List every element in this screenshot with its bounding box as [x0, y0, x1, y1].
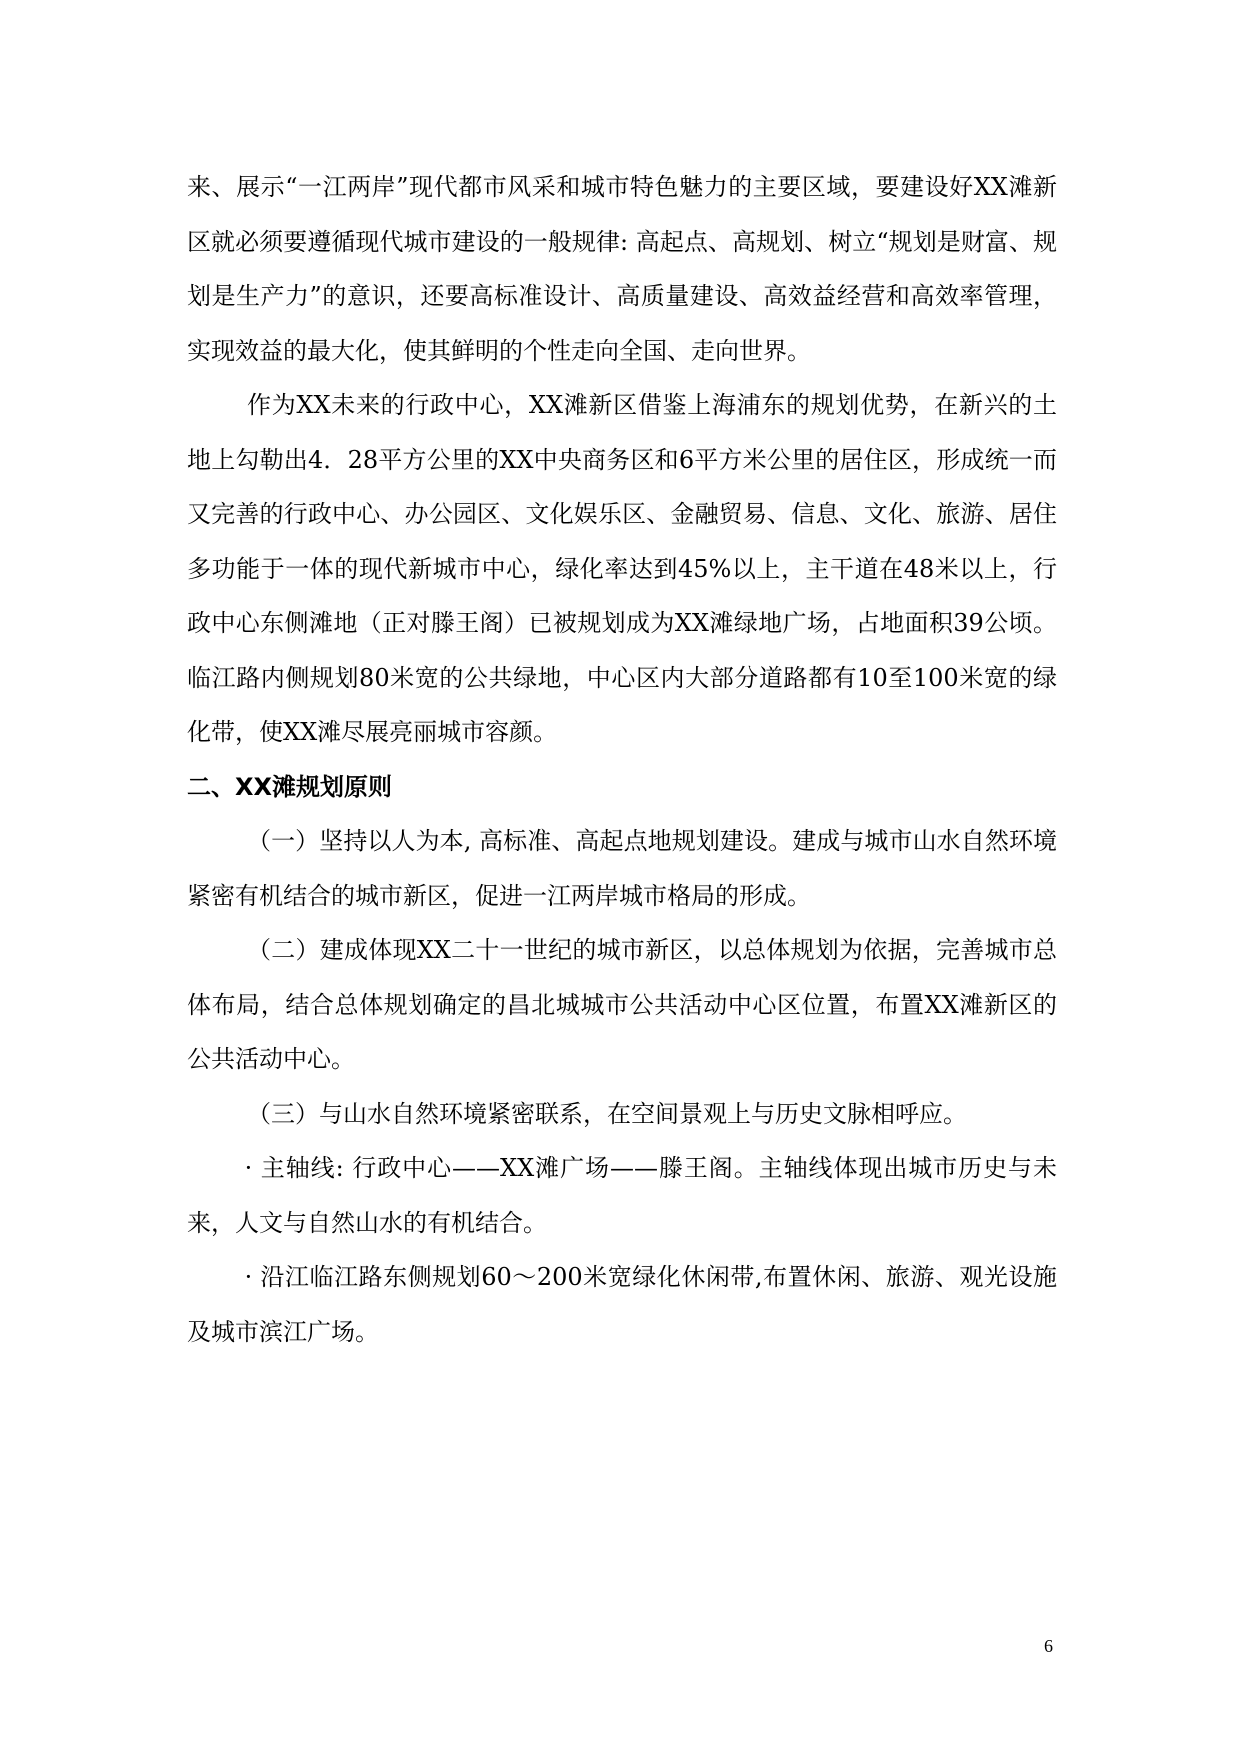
- paragraph-1: 来、展示“一江两岸”现代都市风采和城市特色魅力的主要区域，要建设好XX滩新区就必须要遵循现代城市建设的一般规律: 高起点、高规划、树立“规划是财富、规划是生产力”的意识，还要高标准设计、高质量建设、高效益经营和高效率管理，实现效益的最大化，使其鲜明的个性走向全国、走向世界。: [187, 173, 1057, 365]
- page-number: 6: [1044, 1636, 1053, 1656]
- paragraph-2: 作为XX未来的行政中心，XX滩新区借鉴上海浦东的规划优势，在新兴的土地上勾勒出4．28平方公里的XX中央商务区和6平方米公里的居住区，形成统一而又完善的行政中心、办公园区、文化娱乐区、金融贸易、信息、文化、旅游、居住多功能于一体的现代新城市中心，绿化率达到45%以上，主干道在48米以上，行政中心东侧滩地（正对滕王阁）已被规划成为XX滩绿地广场，占地面积39公顷。临江路内侧规划80米宽的公共绿地，中心区内大部分道路都有10至100米宽的绿化带，使XX滩尽展亮丽城市容颜。: [187, 391, 1057, 746]
- paragraph-principle-3: （三）与山水自然环境紧密联系，在空间景观上与历史文脉相呼应。: [247, 1099, 967, 1128]
- bullet-main-axis: · 主轴线: 行政中心——XX滩广场——滕王阁。主轴线体现出城市历史与未来，人文与自然山水的有机结合。: [187, 1154, 1057, 1237]
- document-body: [187, 160, 1057, 1359]
- paragraph-principle-2: （二）建成体现XX二十一世纪的城市新区，以总体规划为依据，完善城市总体布局，结合总体规划确定的昌北城城市公共活动中心区位置，布置XX滩新区的公共活动中心。: [187, 936, 1057, 1073]
- bullet-riverside-belt: · 沿江临江路东侧规划60～200米宽绿化休闲带,布置休闲、旅游、观光设施及城市滨江广场。: [187, 1263, 1057, 1346]
- paragraph-principle-1: （一）坚持以人为本, 高标准、高起点地规划建设。建成与城市山水自然环境紧密有机结合的城市新区，促进一江两岸城市格局的形成。: [187, 827, 1057, 910]
- section-heading: 二、XX滩规划原则: [187, 772, 393, 801]
